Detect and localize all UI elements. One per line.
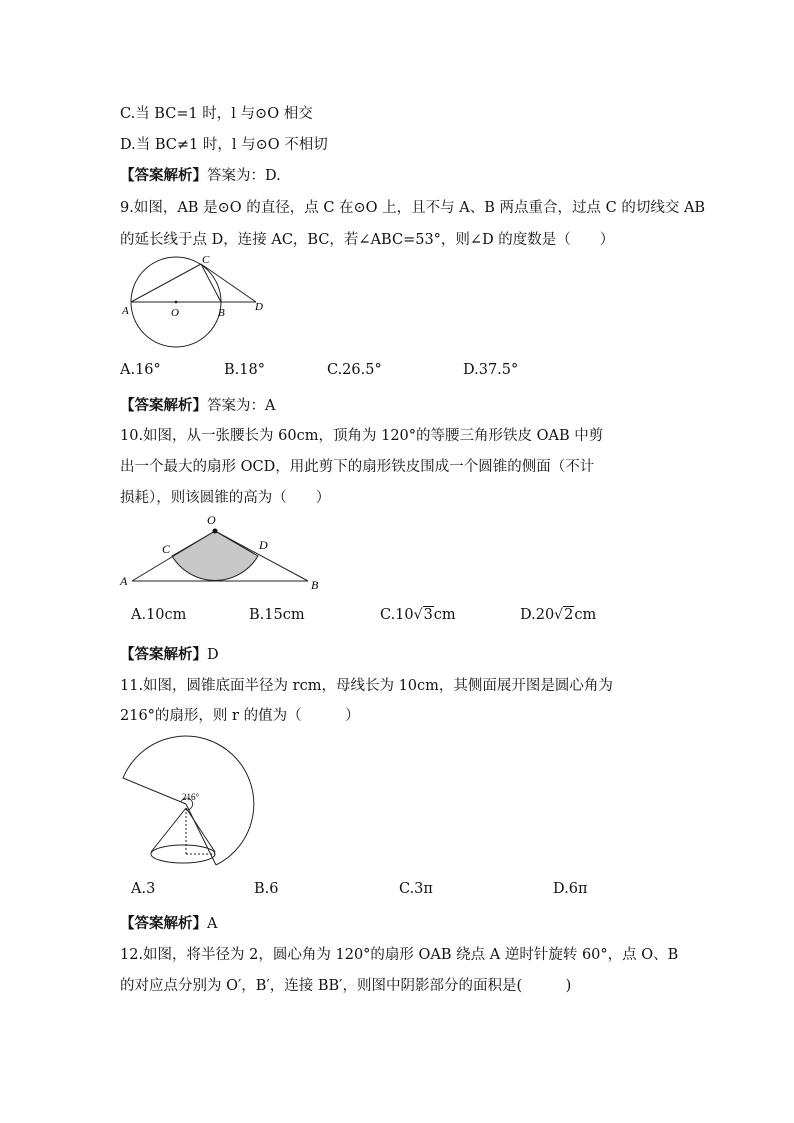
answer-text: 答案为：D. <box>207 168 281 184</box>
option-c-q8: C.当 BC=1 时，l 与⊙O 相交 <box>120 106 313 122</box>
question-12-line-2: 的对应点分别为 O′，B′，连接 BB′，则图中阴影部分的面积是( ) <box>120 978 572 994</box>
fig10-label-b: B <box>311 578 319 592</box>
option-d-q10: D.20√2cm <box>520 607 597 623</box>
fig10-sector-ocd <box>172 531 258 580</box>
answer-q10 <box>120 643 219 664</box>
answer-tag: 【答案解析】 <box>120 916 207 932</box>
answer-q11 <box>120 912 217 933</box>
answer-tag: 【答案解析】 <box>120 647 207 663</box>
option-a-q9: A.16° <box>120 362 161 378</box>
option-c-q11: C.3π <box>399 881 433 897</box>
fig10-label-a: A <box>120 574 128 588</box>
figure-q11 <box>118 728 258 878</box>
option-d-q11: D.6π <box>553 881 588 897</box>
radical-3: √3 <box>413 607 433 623</box>
fig11-label-angle: 216° <box>182 792 200 802</box>
fig9-label-o: O <box>171 307 179 319</box>
fig9-chord-ac <box>131 264 201 302</box>
answer-text: D <box>207 647 219 663</box>
fig11-sector-radius <box>186 804 216 865</box>
fig9-label-b: B <box>218 307 225 319</box>
fig9-chord-bc <box>201 264 221 302</box>
option-d-q8: D.当 BC≠1 时，l 与⊙O 不相切 <box>120 137 328 153</box>
question-11-line-2: 216°的扇形，则 r 的值为（ ） <box>120 708 360 724</box>
answer-q8 <box>120 164 281 185</box>
option-d-q9: D.37.5° <box>463 362 519 378</box>
option-a-q11: A.3 <box>131 881 156 897</box>
fig9-label-d: D <box>255 301 263 313</box>
option-b-q9: B.18° <box>224 362 265 378</box>
question-10-line-3: 损耗），则该圆锥的高为（ ） <box>120 490 331 506</box>
option-c-q10: C.10√3cm <box>380 607 456 623</box>
option-b-q11: B.6 <box>254 881 279 897</box>
fig10-label-d: D <box>259 538 268 552</box>
question-12-line-1: 12.如图，将半径为 2，圆心角为 120°的扇形 OAB 绕点 A 逆时针旋转 60°，点 O、B <box>120 947 679 963</box>
fig9-label-c: C <box>202 254 210 266</box>
radical-2: √2 <box>554 607 574 623</box>
question-11-line-1: 11.如图，圆锥底面半径为 rcm，母线长为 10cm，其侧面展开图是圆心角为 <box>120 678 613 694</box>
figure-q10 <box>118 513 328 593</box>
question-9-line-1: 9.如图，AB 是⊙O 的直径，点 C 在⊙O 上，且不与 A、B 两点重合，过点 C 的切线交 AB <box>120 200 706 216</box>
answer-text: 答案为：A <box>207 398 276 414</box>
option-c-q9: C.26.5° <box>327 362 382 378</box>
answer-tag: 【答案解析】 <box>120 168 207 184</box>
fig11-cone-base <box>151 845 215 863</box>
fig9-point-o <box>175 301 178 304</box>
question-9-line-2: 的延长线于点 D，连接 AC，BC，若∠ABC=53°，则∠D 的度数是（ ） <box>120 232 615 248</box>
fig10-point-o <box>213 529 218 534</box>
option-a-q10: A.10cm <box>131 607 187 623</box>
answer-q9 <box>120 394 275 415</box>
option-b-q10: B.15cm <box>249 607 305 623</box>
answer-tag: 【答案解析】 <box>120 398 207 414</box>
fig10-label-c: C <box>162 542 171 556</box>
question-10-line-1: 10.如图，从一张腰长为 60cm，顶角为 120°的等腰三角形铁皮 OAB 中剪 <box>120 428 604 444</box>
question-10-line-2: 出一个最大的扇形 OCD，用此剪下的扇形铁皮围成一个圆锥的侧面（不计 <box>120 459 595 475</box>
fig9-label-a: A <box>122 305 129 317</box>
figure-q9 <box>118 254 278 348</box>
fig9-tangent-cd <box>201 264 256 302</box>
fig10-label-o: O <box>207 513 216 527</box>
answer-text: A <box>207 916 218 932</box>
